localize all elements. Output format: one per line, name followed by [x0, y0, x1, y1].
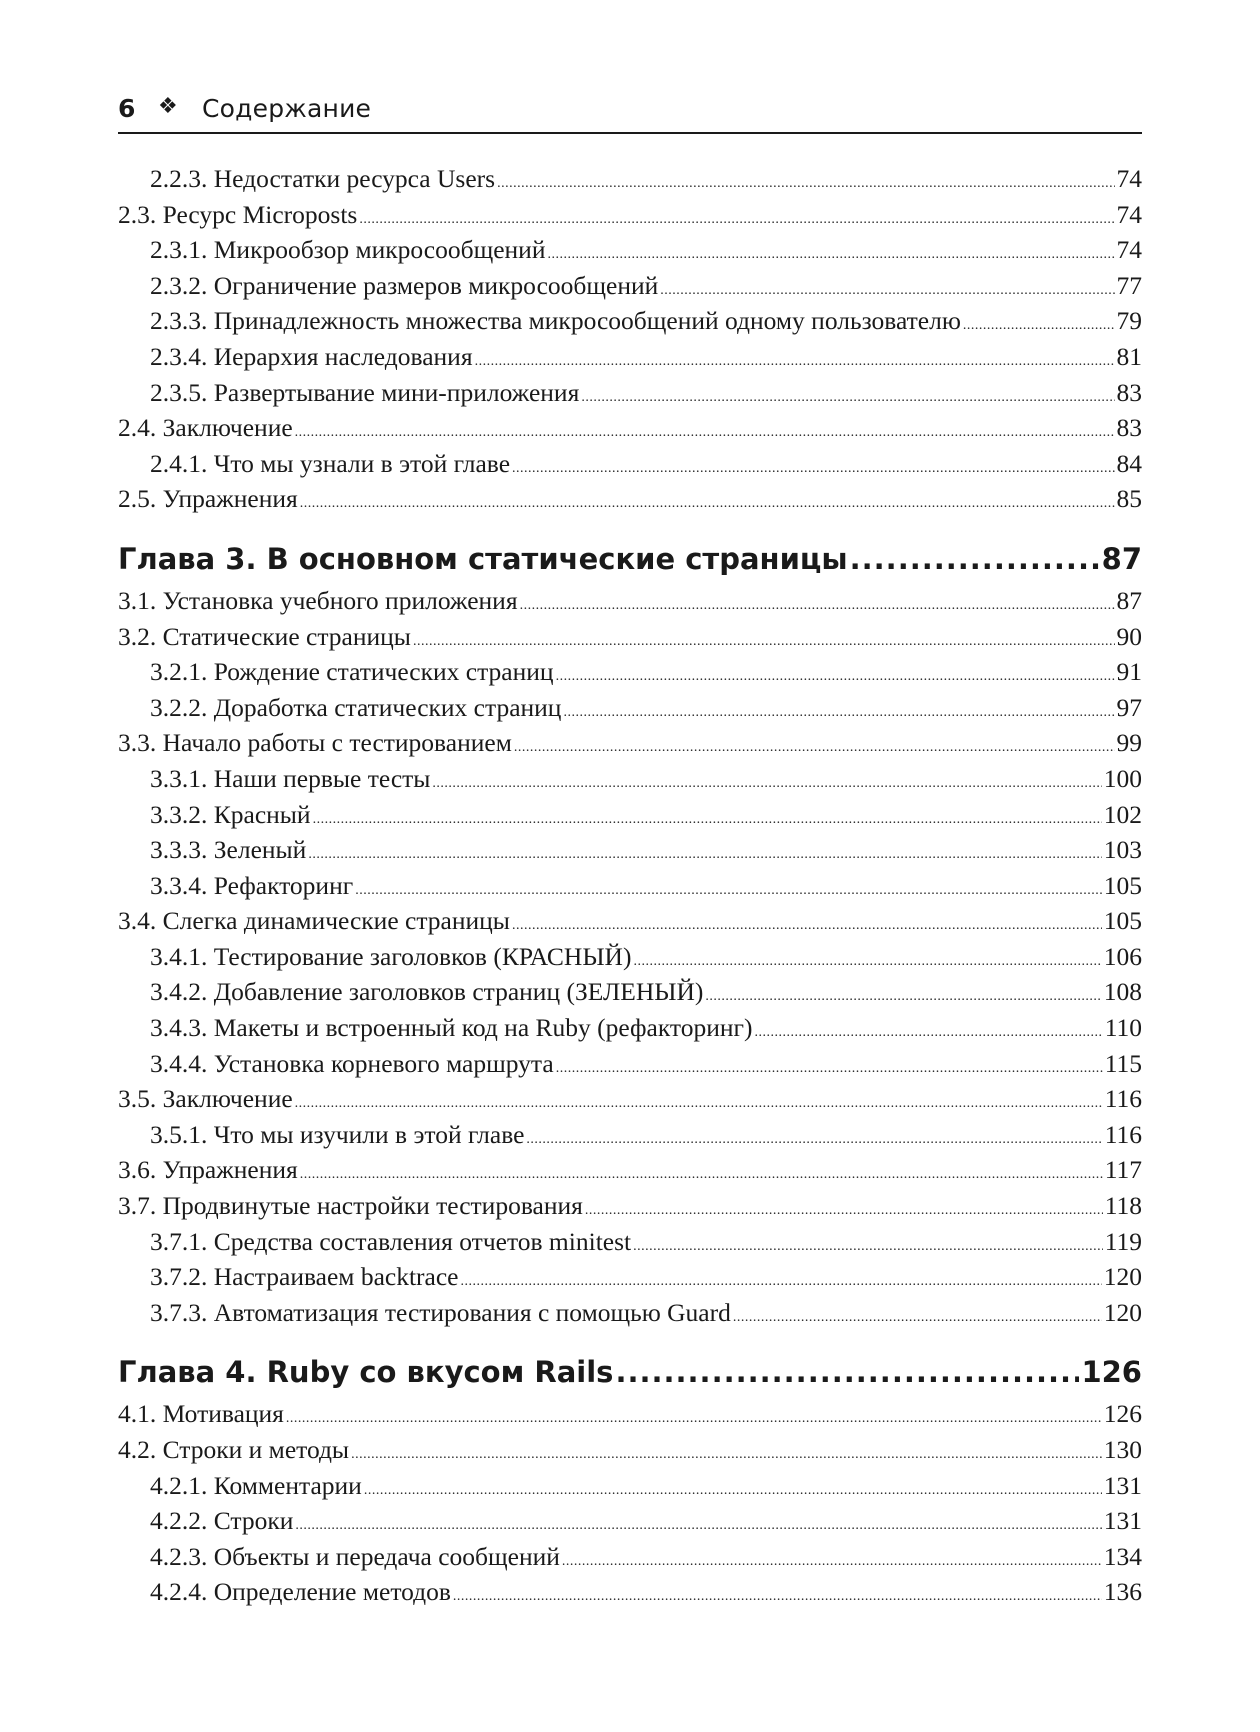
toc-entry-title: 3.7. Продвинутые настройки тестирования [118, 1191, 583, 1221]
toc-entry-page-number: 130 [1103, 1435, 1142, 1464]
toc-entry [118, 1298, 1142, 1334]
toc-entry-title: 2.3.4. Иерархия наследования [150, 341, 473, 371]
toc-entry-page-number: 74 [1116, 199, 1142, 229]
toc-entry [118, 1155, 1142, 1191]
toc-entry [118, 728, 1142, 764]
toc-entry [118, 1084, 1142, 1120]
toc-entry [118, 764, 1142, 800]
toc-entry-title: 3.2.1. Рождение статических страниц [150, 657, 554, 687]
toc-entry [118, 1506, 1142, 1542]
toc-entry-page-number: 85 [1116, 484, 1142, 514]
toc-entry-page-number: 106 [1103, 941, 1142, 971]
toc-entry-page-number: 99 [1116, 728, 1142, 758]
toc-entry [118, 1577, 1142, 1613]
dot-leader [581, 378, 1114, 408]
dot-leader [295, 1506, 1101, 1536]
dot-leader [556, 1049, 1103, 1079]
toc-entry [118, 1262, 1142, 1298]
toc-entry-title: 3.4.2. Добавление заголовков страниц (ЗЕЛЕНЫЙ) [150, 977, 704, 1007]
toc-entry-title: 4.1. Мотивация [118, 1399, 284, 1429]
page-header [118, 94, 1142, 134]
toc-entry-title: 4.2.4. Определение методов [150, 1577, 451, 1607]
toc-entry-page-number: 108 [1103, 977, 1142, 1007]
toc-entry [118, 413, 1142, 449]
dot-leader [514, 728, 1115, 758]
toc-entry [118, 657, 1142, 693]
toc-entry-title: 4.2.1. Комментарии [150, 1470, 362, 1500]
dot-leader [526, 1120, 1102, 1150]
dot-leader [547, 235, 1114, 265]
toc-entry-title: 3.4.3. Макеты и встроенный код на Ruby (рефакторинг) [150, 1013, 753, 1043]
toc-entry-page-number: 90 [1116, 621, 1142, 651]
toc-entry-page-number: 136 [1103, 1577, 1142, 1607]
toc-entry [118, 1120, 1142, 1156]
toc-entry-title: 4.2.3. Объекты и передача сообщений [150, 1541, 560, 1571]
chapter-title: Глава 3. В основном статические страницы [118, 541, 848, 576]
dot-leader [963, 306, 1115, 336]
ornament-icon: ❖ [158, 94, 178, 119]
dot-leader [563, 693, 1114, 723]
toc-entry [118, 378, 1142, 414]
dot-leader [351, 1435, 1102, 1465]
chapter-heading [118, 542, 1142, 578]
toc-entry-title: 2.4.1. Что мы узнали в этой главе [150, 448, 511, 478]
dot-leader [556, 657, 1115, 687]
dot-leader [453, 1577, 1102, 1607]
toc-entry-page-number: 79 [1116, 306, 1142, 336]
toc-entry [118, 1399, 1142, 1435]
toc-entry-title: 3.5. Заключение [118, 1084, 293, 1114]
toc-entry-title: 2.3.5. Развертывание мини-приложения [150, 377, 580, 407]
toc-entry-page-number: 116 [1104, 1119, 1142, 1149]
toc-entry [118, 871, 1142, 907]
toc-entry-title: 3.7.3. Автоматизация тестирования с помощью Guard [150, 1297, 731, 1327]
toc-entry-page-number: 83 [1116, 377, 1142, 407]
toc-entry-title: 3.3. Начало работы с тестированием [118, 728, 512, 758]
toc-entry [118, 1013, 1142, 1049]
dot-leader [850, 542, 1100, 576]
page-number: 6 [118, 94, 136, 123]
toc-entry-title: 3.2. Статические страницы [118, 621, 411, 651]
dot-leader [733, 1298, 1102, 1328]
dot-leader [413, 622, 1115, 652]
toc-entry-title: 3.6. Упражнения [118, 1155, 298, 1185]
dot-leader [432, 764, 1101, 794]
toc-entry-title: 3.3.3. Зеленый [150, 835, 307, 865]
toc-entry-page-number: 116 [1104, 1084, 1142, 1114]
dot-leader [497, 164, 1114, 194]
toc-entry-page-number: 102 [1103, 799, 1142, 829]
dot-leader [300, 484, 1115, 514]
toc-entry-title: 3.5.1. Что мы изучили в этой главе [150, 1119, 525, 1149]
dot-leader [286, 1399, 1102, 1429]
chapter-page-number: 126 [1081, 1355, 1142, 1390]
toc-entry-page-number: 115 [1104, 1048, 1142, 1078]
toc-entry [118, 622, 1142, 658]
toc-entry-title: 3.1. Установка учебного приложения [118, 585, 518, 615]
running-header-title: Содержание [202, 94, 372, 123]
toc-entry-title: 2.3. Ресурс Microposts [118, 199, 358, 229]
toc-entry-page-number: 119 [1104, 1226, 1142, 1256]
toc-entry-page-number: 91 [1116, 657, 1142, 687]
toc-entry [118, 1435, 1142, 1471]
dot-leader [633, 1227, 1103, 1257]
toc-entry [118, 1542, 1142, 1578]
toc-entry [118, 484, 1142, 520]
toc-entry-page-number: 84 [1116, 448, 1142, 478]
toc-entry [118, 235, 1142, 271]
dot-leader [364, 1471, 1102, 1501]
toc-entry [118, 586, 1142, 622]
toc-entry [118, 835, 1142, 871]
dot-leader [520, 586, 1115, 616]
toc-entry-title: 2.3.2. Ограничение размеров микросообщений [150, 270, 659, 300]
toc-entry-page-number: 134 [1103, 1541, 1142, 1571]
toc-entry-page-number: 100 [1103, 763, 1142, 793]
toc-entry-page-number: 97 [1116, 692, 1142, 722]
toc-entry-page-number: 118 [1104, 1191, 1142, 1221]
dot-leader [300, 1155, 1103, 1185]
dot-leader [512, 906, 1102, 936]
toc-entry [118, 1049, 1142, 1085]
dot-leader [295, 1084, 1103, 1114]
toc-entry [118, 342, 1142, 378]
toc-entry-title: 3.2.2. Доработка статических страниц [150, 692, 562, 722]
dot-leader [705, 977, 1101, 1007]
toc-entry-page-number: 131 [1103, 1506, 1142, 1536]
chapter-title: Глава 4. Ruby со вкусом Rails [118, 1355, 614, 1390]
toc-entry-title: 4.2.2. Строки [150, 1506, 294, 1536]
dot-leader [615, 1355, 1079, 1389]
toc-entry-title: 2.2.3. Недостатки ресурса Users [150, 164, 496, 193]
toc-entry [118, 1191, 1142, 1227]
toc-entry [118, 200, 1142, 236]
toc-entry-title: 3.7.2. Настраиваем backtrace [150, 1262, 459, 1292]
toc-entry-title: 3.3.4. Рефакторинг [150, 870, 354, 900]
dot-leader [562, 1542, 1102, 1572]
toc-entry [118, 449, 1142, 485]
toc-entry [118, 942, 1142, 978]
toc-entry-title: 3.4. Слегка динамические страницы [118, 906, 510, 936]
toc-entry-page-number: 126 [1103, 1399, 1142, 1429]
dot-leader [585, 1191, 1103, 1221]
toc-entry-title: 3.4.4. Установка корневого маршрута [150, 1048, 554, 1078]
toc-entry-title: 2.3.3. Принадлежность множества микросообщений одному пользователю [150, 306, 961, 336]
toc-entry-page-number: 117 [1104, 1155, 1142, 1185]
toc-entry-title: 2.3.1. Микрообзор микросообщений [150, 235, 546, 265]
dot-leader [355, 871, 1102, 901]
chapter-heading [118, 1355, 1142, 1391]
dot-leader [308, 835, 1101, 865]
toc-entry [118, 906, 1142, 942]
dot-leader [359, 200, 1114, 230]
dot-leader [313, 800, 1102, 830]
dot-leader [754, 1013, 1102, 1043]
chapter-page-number: 87 [1101, 541, 1142, 576]
toc-entry [118, 977, 1142, 1013]
toc-entry [118, 164, 1142, 200]
dot-leader [475, 342, 1115, 372]
toc-entry-page-number: 87 [1116, 585, 1142, 615]
toc-entry [118, 1227, 1142, 1263]
toc-entry-page-number: 103 [1103, 835, 1142, 865]
dot-leader [512, 449, 1114, 479]
dot-leader [461, 1262, 1102, 1292]
toc-entry-page-number: 105 [1103, 906, 1142, 936]
toc-entry-title: 3.7.1. Средства составления отчетов minitest [150, 1226, 632, 1256]
toc-entry-page-number: 77 [1116, 270, 1142, 300]
toc-entry-title: 2.5. Упражнения [118, 484, 298, 514]
toc-entry-page-number: 81 [1116, 341, 1142, 371]
toc-entry [118, 693, 1142, 729]
toc-entry [118, 800, 1142, 836]
toc-entry [118, 1471, 1142, 1507]
dot-leader [660, 271, 1114, 301]
toc-entry-title: 3.3.2. Красный [150, 799, 311, 829]
toc-entry-page-number: 74 [1116, 235, 1142, 265]
dot-leader [633, 942, 1101, 972]
toc-entry-page-number: 105 [1103, 870, 1142, 900]
toc-entry-title: 3.4.1. Тестирование заголовков (КРАСНЫЙ) [150, 941, 632, 971]
toc-entry-page-number: 131 [1103, 1470, 1142, 1500]
toc-entry-page-number: 120 [1103, 1262, 1142, 1292]
table-of-contents [118, 164, 1142, 1613]
toc-entry [118, 271, 1142, 307]
toc-entry-page-number: 74 [1116, 164, 1142, 193]
toc-entry-page-number: 83 [1116, 413, 1142, 443]
toc-entry-page-number: 110 [1104, 1013, 1142, 1043]
toc-entry-title: 4.2. Строки и методы [118, 1435, 350, 1464]
toc-entry-title: 3.3.1. Наши первые тесты [150, 763, 431, 793]
toc-entry [118, 306, 1142, 342]
toc-entry-page-number: 120 [1103, 1297, 1142, 1327]
toc-entry-title: 2.4. Заключение [118, 413, 293, 443]
dot-leader [295, 413, 1115, 443]
